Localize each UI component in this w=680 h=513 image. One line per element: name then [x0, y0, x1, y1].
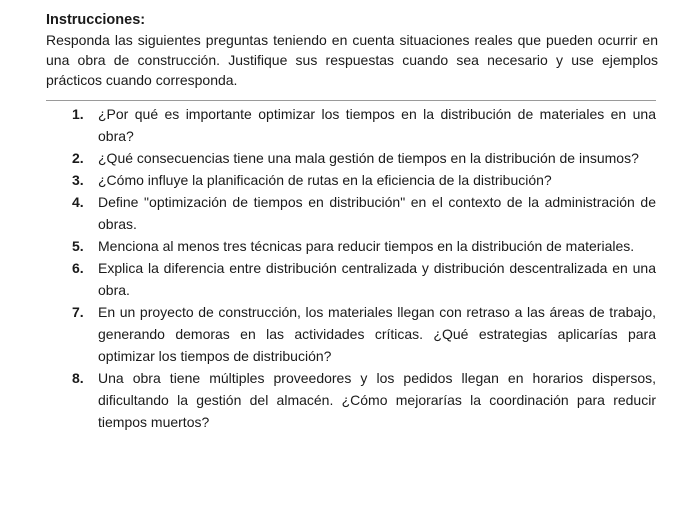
question-text: Menciona al menos tres técnicas para reducir tiempos en la distribución de materiales.: [98, 238, 635, 254]
divider: [46, 100, 656, 101]
question-number: 2.: [72, 150, 84, 166]
question-item: [46, 301, 656, 367]
question-number: 7.: [72, 304, 84, 320]
question-item: [46, 367, 656, 433]
question-item: [46, 169, 656, 191]
question-item: [46, 147, 656, 169]
question-number: 5.: [72, 238, 84, 254]
question-text: ¿Cómo influye la planificación de rutas en la eficiencia de la distribución?: [98, 172, 552, 188]
question-text: Define "optimización de tiempos en distribución" en el contexto de la administración de obras.: [98, 194, 656, 232]
question-number: 8.: [72, 370, 84, 386]
question-text: En un proyecto de construcción, los materiales llegan con retraso a las áreas de trabajo, generando demoras en las actividades críticas. ¿Qué estrategias aplicarías para optimizar los tiempos de distribución?: [98, 304, 656, 364]
question-number: 3.: [72, 172, 84, 188]
question-item: [46, 257, 656, 301]
question-text: Explica la diferencia entre distribución centralizada y distribución descentralizada en una obra.: [98, 260, 656, 298]
question-number: 1.: [72, 106, 84, 122]
question-text: ¿Por qué es importante optimizar los tiempos en la distribución de materiales en una obra?: [98, 106, 656, 144]
question-item: [46, 191, 656, 235]
question-item: [46, 103, 656, 147]
question-item: [46, 235, 656, 257]
instructions-paragraph: Responda las siguientes preguntas teniendo en cuenta situaciones reales que pueden ocurrir en una obra de construcción. Justifique sus respuestas cuando sea necesario y use ejemplos prácticos cuando corresponda.: [46, 32, 658, 88]
question-list: [46, 103, 656, 433]
question-text: Una obra tiene múltiples proveedores y los pedidos llegan en horarios dispersos, dificultando la gestión del almacén. ¿Cómo mejorarías la coordinación para reducir tiempos muertos?: [98, 370, 656, 430]
question-text: ¿Qué consecuencias tiene una mala gestión de tiempos en la distribución de insumos?: [98, 150, 639, 166]
instructions-heading: Instrucciones:: [46, 12, 146, 28]
question-number: 4.: [72, 194, 84, 210]
question-number: 6.: [72, 260, 84, 276]
